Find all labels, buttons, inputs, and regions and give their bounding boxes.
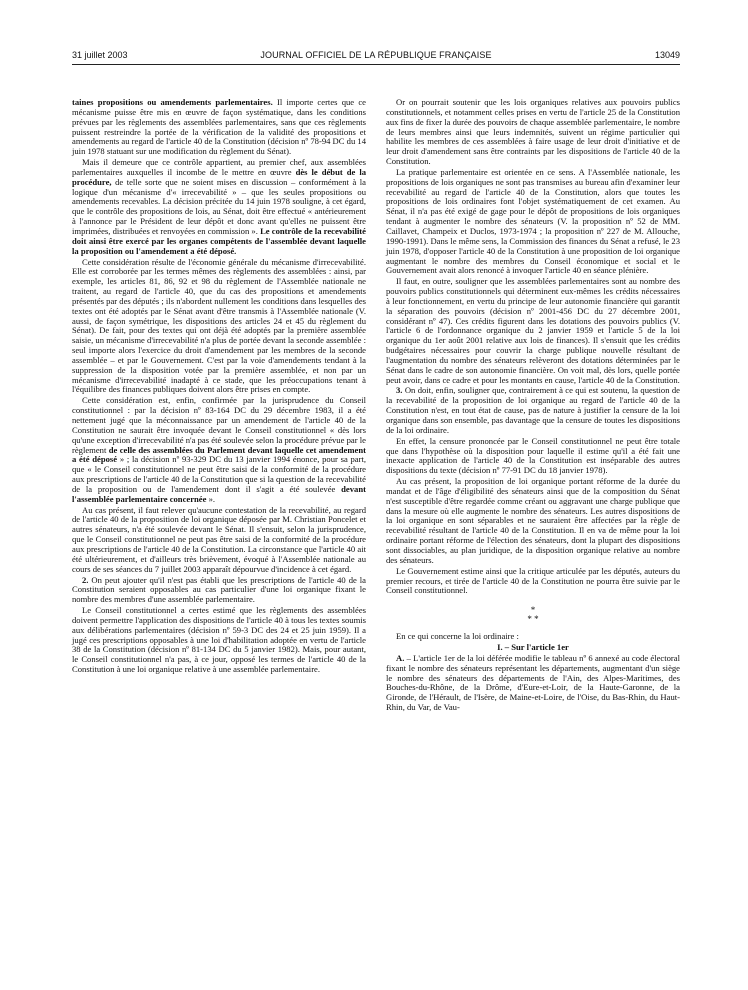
- paragraph: En ce qui concerne la loi ordinaire :: [396, 631, 519, 642]
- bold-text: devant l'assemblée parlementaire concernée: [72, 483, 366, 504]
- text: Mais il demeure que ce contrôle appartient, au premier chef, aux assemblées parlementaires auxquelles il incombe de le mettre en œuvre: [72, 157, 366, 177]
- paragraph: [72, 576, 366, 606]
- asterisk-top: *: [530, 605, 536, 616]
- paragraph: Or on pourrait soutenir que les lois organiques relatives aux pouvoirs publics constitutionnels, et notamment celles prises en vertu de l'article 25 de la Constitution aux fins de fixer la durée des pouvoirs de chaque assemblée parlementaire, le nombre de leurs membres ainsi que leurs indemnités, suivent un régime particulier qui habilite les membres de ces assemblées à faire usage de leur droit d'initiative et de leur droit d'amendement sans être contraints par les dispositions de l'article 40 de la Constitution.: [386, 97, 680, 167]
- separator-asterisks: [386, 606, 680, 624]
- text: ».: [206, 493, 216, 504]
- paragraph: [72, 98, 366, 157]
- paragraph: En effet, la censure prononcée par le Conseil constitutionnel ne peut être totale que dans l'hypothèse où la disposition pour laquelle il estime qu'il a été fait une inexacte application de l'article 40 de la Constitution est inséparable des autres dispositions du texte (décision nº 77-91 DC du 18 janvier 1978).: [386, 435, 680, 476]
- paragraph: Cette considération résulte de l'économie générale du mécanisme d'irrecevabilité. Elle est corroborée par les termes mêmes des règlements des assemblées : ainsi, par exemple, les articles 81, 86, 92 et 98 du règlement de l'Assemblée nationale ne traitent, au regard de l'article 40, que du cas des propositions et amendements présentés par des députés ; ils n'abordent nullement les conditions dans lesquelles des textes ont été adoptés par le Sénat avant d'être transmis à l'Assemblée nationale (V. aussi, de façon symétrique, les dispositions des articles 24 et 45 du règlement du Sénat). De fait, pour des textes qui ont déjà été adoptés par la première assemblée saisie, un mécanisme d'irrecevabilité n'a plus de portée devant la seconde assemblée : seul importe alors l'exercice du droit d'amendement par les membres de la seconde assemblée – et par le Gouvernement. C'est par la voie d'amendements tendant à la suppression de la disposition votée par la première assemblée, et non par un mécanisme d'irrecevabilité inadapté à ce stade, que les préoccupations tenant à l'équilibre des finances publiques doivent alors être prises en compte.: [72, 256, 366, 395]
- section-heading: I. – Sur l'article 1er: [497, 642, 569, 653]
- paragraph: Il faut, en outre, souligner que les assemblées parlementaires sont au nombre des pouvoirs publics constitutionnels qui déterminent eux-mêmes les crédits nécessaires à leur fonctionnement, en vertu du principe de leur autonomie financière qui garantit la séparation des pouvoirs (décision nº 2001-456 DC du 27 décembre 2001, considérant nº 47). Ces crédits figurent dans les dotations des pouvoirs publics (V. l'article 6 de l'ordonnance organique du 2 janvier 1959 et l'article 5 de la loi organique du 1er août 2001 relative aux lois de finances). Il s'ensuit que les crédits budgétaires nécessaires pour couvrir la charge publique nouvelle résultant de l'augmentation du nombre des sénateurs relèveront des dotations déterminées par le Sénat dans le cadre de son autonomie financière. On voit mal, dès lors, quelle portée peut avoir, dans ce cadre et pour les montants en cause, l'article 40 de la Constitution.: [386, 276, 680, 385]
- paragraph: Le Conseil constitutionnel a certes estimé que les règlements des assemblées doivent permettre l'application des dispositions de l'article 40 à tous les textes soumis aux délibérations parlementaires (décision nº 59-3 DC des 24 et 25 juin 1959). Il a jugé ces prescriptions opposables à une loi d'habilitation adoptée en vertu de l'article 38 de la Constitution (décision nº 81-134 DC du 5 janvier 1982). Mais, pour autant, le Conseil constitutionnel n'a pas, à ce jour, opposé les termes de l'article 40 de la Constitution à une loi organique relative à une assemblée parlementaire.: [72, 605, 366, 675]
- bold-text: de celle des assemblées du Parlement devant laquelle cet amendement a été déposé: [72, 444, 366, 465]
- paragraph: Au cas présent, il faut relever qu'aucune contestation de la recevabilité, au regard de l'article 40 de la proposition de loi organique déposée par M. Christian Poncelet et autres sénateurs, n'a été soulevée devant le Sénat. Il s'ensuit, selon la jurisprudence, que le Conseil constitutionnel ne peut pas être saisi de la conformité de la procédure aux prescriptions de l'article 40 de la Constitution. La circonstance que l'article 40 ait été ultérieurement, et d'ailleurs très brièvement, évoqué à l'Assemblée nationale au cours de ses séances du 7 juillet 2003 apparaît dépourvue d'incidence à cet égard.: [72, 504, 366, 574]
- text: On doit, enfin, souligner que, contrairement à ce qui est soutenu, la question de la recevabilité de la proposition de loi organique au regard de l'article 40 de la Constitution n'est, en tout état de cause, pas de nature à justifier la censure de la loi organique dans son ensemble, pas davantage que la censure de toutes les dispositions de la loi ordinaire.: [386, 385, 680, 435]
- journal-title: JOURNAL OFFICIEL DE LA RÉPUBLIQUE FRANÇAISE: [260, 50, 492, 60]
- text: On peut ajouter qu'il n'est pas établi que les prescriptions de l'article 40 de la Constitution seraient opposables au cas particulier d'une loi organique fixant le nombre des membres d'une assemblée parlementaire.: [72, 574, 366, 605]
- asterisk-bottom: * *: [527, 614, 539, 625]
- paragraph: Le Gouvernement estime ainsi que la critique articulée par les députés, auteurs du premier recours, et tirée de l'article 40 de la Constitution ne pourra être suivie par le Conseil constitutionnel.: [386, 565, 680, 596]
- text: de telle sorte que ne soient mises en discussion – conformément à la logique d'un mécanisme d'« irrecevabilité » – que les seules propositions ou amendements recevables. La décision précitée du 14 juin 1978 souligne, à cet égard, que le contrôle des propositions de lois, au Sénat, doit être effectué « antérieurement à l'annonce par le Président de leur dépôt et donc avant qu'elles ne puissent être imprimées, distribuées et renvoyées en commission ».: [72, 176, 366, 236]
- paragraph: Au cas présent, la proposition de loi organique portant réforme de la durée du mandat et de l'âge d'éligibilité des sénateurs ainsi que de la composition du Sénat n'est susceptible d'être regardée comme créant ou aggravant une charge publique que dans la mesure où elle augmente le nombre des sénateurs. Les autres dispositions de la loi organique en sont séparables et ne sauraient être affectées par la règle de recevabilité résultant de l'article 40 de la Constitution. Il en va de même pour la loi ordinaire portant réforme de l'élection des sénateurs, dont la plupart des dispositions sont dissociables, au plan juridique, de la disposition organique relative au nombre des sénateurs.: [386, 476, 680, 565]
- bold-text: taines propositions ou amendements parlementaires.: [72, 97, 273, 107]
- page-header: [72, 50, 680, 64]
- header-rule: [72, 64, 680, 65]
- text: Cette considération est, enfin, confirmée par la jurisprudence du Conseil constitutionnel : par la décision nº 83-164 DC du 29 décembre 1983, il a été nettement jugé que la méconnaissance par un amendement de l'article 40 de la Constitution ne saurait être invoquée devant le Conseil constitutionnel « dès lors qu'une exception d'irrecevabilité n'a pas été soulevée selon la procédure prévue par le règlement: [72, 395, 366, 455]
- left-column: [72, 98, 366, 676]
- right-column: [386, 98, 680, 714]
- text: – L'article 1er de la loi déférée modifie le tableau nº 6 annexé au code électoral fixant le nombre des sénateurs représentant les départements, augmentant d'un siège le nombre des sénateurs des départements de l'Ain, des Alpes-Maritimes, des Bouches-du-Rhône, de la Drôme, d'Eure-et-Loir, de la Haute-Garonne, de la Gironde, de l'Hérault, de l'Isère, de Maine-et-Loire, de l'Oise, du Bas-Rhin, du Haut-Rhin, du Var, de Vau-: [386, 652, 680, 713]
- bold-text: dès le début de la procédure,: [72, 166, 366, 187]
- item-number: 3.: [396, 385, 403, 396]
- page-number: 13049: [654, 50, 680, 60]
- header-date: 31 juillet 2003: [72, 50, 128, 60]
- text: Il importe certes que ce mécanisme puisse être mis en œuvre de façon systématique, dans les conditions prévues par les règlements des assemblées parlementaires, sans que ces règlements puissent restreindre la portée de la vérification de la validité des propositions et amendements au regard de l'article 40 de la Constitution (décision nº 78-94 DC du 14 juin 1978 statuant sur une modification du règlement du Sénat).: [72, 97, 366, 157]
- bold-text: Le contrôle de la recevabilité doit ainsi être exercé par les organes compétents de l'assemblée devant laquelle la proposition ou l'amendement a été déposé.: [72, 225, 366, 256]
- item-number: 2.: [82, 574, 89, 585]
- paragraph: [386, 654, 680, 713]
- text: » ; la décision nº 93-329 DC du 13 janvier 1994 énonce, pour sa part, que « le Conseil constitutionnel ne peut être saisi de la conformité de la procédure aux prescriptions de l'article 40 de la Constitution que si la question de la recevabilité de la proposition ou de l'amendement dont il s'agit a été soulevée: [72, 454, 366, 494]
- item-letter: A.: [396, 652, 405, 663]
- paragraph: La pratique parlementaire est orientée en ce sens. A l'Assemblée nationale, les propositions de lois organiques ne sont pas transmises au bureau afin d'examiner leur recevabilité au regard de l'article 40 de la Constitution, alors que toutes les propositions de lois ordinaires font l'objet systématiquement de cet examen. Au Sénat, il n'a pas été exigé de gage pour le dépôt de propositions de lois organiques tendant à augmenter le nombre des sénateurs (V. la proposition nº 52 de MM. Caillavet, Champeix et Duclos, 1973-1974 ; la proposition nº 227 de M. Allouche, 1990-1991). Dans le même sens, la Commission des finances du Sénat a refusé, le 23 juin 1978, d'opposer l'article 40 de la Constitution à une proposition de loi organique augmentant le nombre des membres du Conseil économique et social et le Gouvernement avait alors renoncé à invoquer l'article 40 en séance plénière.: [386, 166, 680, 276]
- paragraph: [386, 386, 680, 435]
- paragraph: [72, 158, 366, 256]
- paragraph: [72, 396, 366, 504]
